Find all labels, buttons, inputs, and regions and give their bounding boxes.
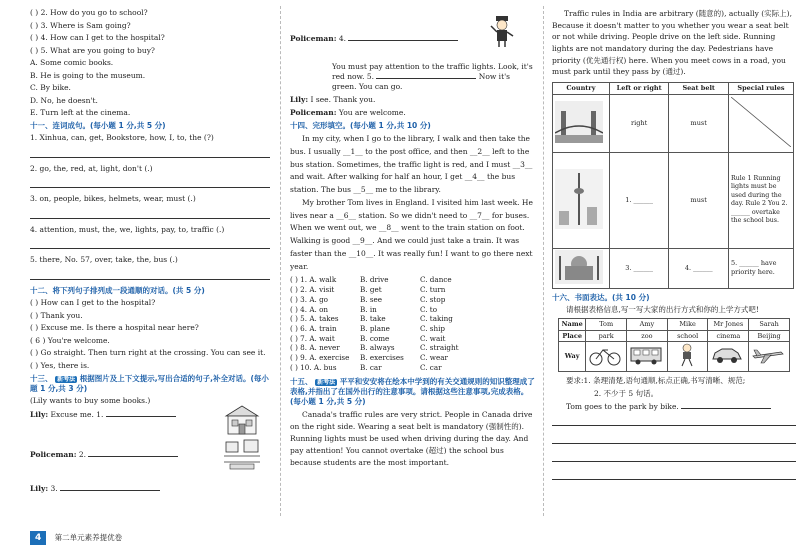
option: B. in <box>360 304 377 314</box>
option: ( ) 6. A. train <box>290 323 337 333</box>
q9-option-d: D. No, he doesn't. <box>30 95 98 105</box>
country-image-cell <box>553 152 610 248</box>
q9-option-b: B. He is going to the museum. <box>30 70 146 80</box>
column-divider <box>280 6 281 516</box>
taj-mahal-image-icon <box>555 250 603 284</box>
option: C. stop <box>420 294 446 304</box>
bus-icon <box>629 344 663 366</box>
column-divider <box>543 6 544 516</box>
s13-intro: (Lily wants to buy some books.) <box>30 396 151 406</box>
bike-icon <box>588 344 622 366</box>
footer-title: 第二单元素养提优卷 <box>54 533 123 542</box>
speaker-lily: Lily: <box>30 410 49 420</box>
answer-blank[interactable] <box>348 40 458 41</box>
requirement-2: 2. 不少于 5 句话。 <box>594 388 659 398</box>
option: B. get <box>360 285 382 295</box>
cell-value: Beijing <box>749 330 790 342</box>
dialogue-text: Excuse me. 1. <box>50 410 104 420</box>
dialogue-line-4 <box>290 34 535 58</box>
writing-start-text: Tom goes to the park by bike. <box>566 401 679 411</box>
dialogue-text: 2. <box>78 450 87 460</box>
cell-value: must <box>669 94 729 152</box>
new-method-tag: 新考法 <box>57 375 76 383</box>
diagonal-slash <box>731 97 791 147</box>
option: C. turn <box>420 285 446 295</box>
cell-value: Tom <box>586 318 627 330</box>
speaker-policeman: Policeman: <box>290 107 337 117</box>
table-header: Left or right <box>609 82 669 94</box>
country-image-cell <box>553 94 610 152</box>
walking-boy-icon <box>670 343 704 367</box>
canada-passage: Canada's traffic rules are very strict. People in Canada drive on the right side. Wearing a seat belt is mandatory (强制性的). Running lights must be used when driving during the day. And pay attention! You cannot overtake (超过) the school bus because students are the most important. <box>290 409 533 467</box>
option: B. exercises <box>360 353 404 363</box>
q9-option-e: E. Turn left at the cinema. <box>30 108 131 118</box>
dialogue-text: 4. <box>338 34 347 43</box>
table-row <box>559 318 790 330</box>
option: B. drive <box>360 275 389 285</box>
option: ( ) 2. A. visit <box>290 285 335 295</box>
cell-value: must <box>669 152 729 248</box>
cell-value: Amy <box>627 318 668 330</box>
bridge-image-icon <box>555 101 603 143</box>
answer-line[interactable] <box>30 207 270 219</box>
country-image-cell <box>553 248 610 288</box>
option: B. see <box>360 294 383 304</box>
s12-item: ( ) Thank you. <box>30 310 83 320</box>
cell-value: school <box>667 330 708 342</box>
section-11-title: 十一、连词成句。(每小题 1 分,共 5 分) <box>30 121 166 131</box>
way-cell <box>749 342 790 372</box>
cell-value: Sarah <box>749 318 790 330</box>
s11-item-2: 2. go, the, red, at, light, don't (.) <box>30 163 153 173</box>
cell-value: right <box>609 94 669 152</box>
way-cell <box>627 342 668 372</box>
writing-start <box>552 402 796 412</box>
bookstore-building-icon <box>222 402 262 436</box>
s12-item: ( ) How can I get to the hospital? <box>30 298 156 308</box>
left-column <box>30 8 270 498</box>
option: ( ) 7. A. wait <box>290 333 335 343</box>
car-icon <box>710 344 744 366</box>
speech-text-end: Now it's green. You can go. <box>332 72 511 92</box>
s16-description: 请根据表格信息,写一写大家的出行方式和你的上学方式吧! <box>566 304 759 314</box>
s15-number: 十五、 <box>290 376 313 386</box>
answer-blank[interactable] <box>60 490 160 491</box>
speaker-lily: Lily: <box>290 95 309 105</box>
option: C. wear <box>420 353 448 363</box>
answer-line[interactable] <box>30 268 270 280</box>
s11-item-3: 3. on, people, bikes, helmets, wear, must (.) <box>30 194 196 204</box>
section-13-title <box>30 374 270 394</box>
empty-cell <box>729 94 794 152</box>
cloze-options <box>290 275 535 372</box>
option: C. dance <box>420 275 452 285</box>
option: ( ) 8. A. never <box>290 343 340 353</box>
option: C. taking <box>420 314 453 324</box>
option: B. always <box>360 343 395 353</box>
cell-value: Mike <box>667 318 708 330</box>
page-footer <box>30 531 270 545</box>
q9-item-2: ( ) 2. How do you go to school? <box>30 8 148 17</box>
s11-item-1: 1. Xinhua, can, get, Bookstore, how, I, to, the (?) <box>30 133 214 143</box>
table-header: Seat belt <box>669 82 729 94</box>
section-14-title: 十四、完形填空。(每小题 1 分,共 10 分) <box>290 121 431 131</box>
way-cell <box>667 342 708 372</box>
section-12-title: 十二、将下列句子排列成一段通顺的对话。(共 5 分) <box>30 285 205 295</box>
table-row <box>553 94 794 152</box>
cell-value: zoo <box>627 330 668 342</box>
option: B. car <box>360 362 382 372</box>
answer-line[interactable] <box>30 176 270 188</box>
s13-number: 十三、 <box>30 373 53 383</box>
q9-item-3: ( ) 3. Where is Sam going? <box>30 20 131 30</box>
answer-line[interactable] <box>30 146 270 158</box>
speaker-policeman: Policeman: <box>30 450 77 460</box>
option: B. come <box>360 333 390 343</box>
s11-item-5: 5. there, No. 57, over, take, the, bus (.) <box>30 255 178 265</box>
speaker-lily: Lily: <box>30 484 49 494</box>
india-passage: Traffic rules in India are arbitrary (随意的), actually (实际上), Because it doesn't matter to you whether you wear a seat belt or not while driving. People drive on the left side. Running lights are not mandatory during the day. Pedestrians have priority (优先通行权) here. When you meet cows in a road, you must park until they pass by (通过). <box>552 9 792 77</box>
option: ( ) 1. A. walk <box>290 275 337 285</box>
option: C. straight <box>420 343 459 353</box>
answer-blank[interactable]: 3. ______ <box>609 248 669 288</box>
writing-line[interactable] <box>552 450 796 462</box>
dialogue-line-6 <box>290 95 535 105</box>
answer-blank[interactable] <box>681 408 771 409</box>
speech-text: You must pay attention to the traffic lights. Look, it's red now. 5. <box>332 62 533 82</box>
dialogue-text: 3. <box>50 484 58 494</box>
traffic-rules-table <box>552 82 794 289</box>
street-map-icon <box>222 436 262 470</box>
s12-item: ( 6 ) You're welcome. <box>30 335 110 345</box>
row-label: Way <box>559 342 586 372</box>
table-row <box>559 330 790 342</box>
cell-value: park <box>586 330 627 342</box>
q9-option-c: C. By bike. <box>30 83 71 93</box>
dialogue-line-2 <box>30 450 270 484</box>
section-16-title: 十六、书面表达。(共 10 分) <box>552 292 650 302</box>
row-label: Place <box>559 330 586 342</box>
table-row <box>559 342 790 372</box>
option: ( ) 5. A. takes <box>290 314 339 324</box>
answer-blank[interactable] <box>88 456 178 457</box>
policeman-speech <box>290 62 535 92</box>
option: C. wait <box>420 333 446 343</box>
page-number: 4 <box>30 531 46 545</box>
table-row <box>553 152 794 248</box>
s15-instructions: 平平和安安将在绘本中学到的有关交通规则的知识整理成了表格,并指出了在国外出行的注意事项。请根据这些注意事项,完成表格。(每小题 1 分,共 5 分) <box>290 376 535 406</box>
dialogue-line-3 <box>30 484 270 498</box>
option: B. plane <box>360 323 390 333</box>
middle-column <box>290 8 535 469</box>
writing-line[interactable] <box>552 432 796 444</box>
s12-item: ( ) Yes, there is. <box>30 360 90 370</box>
right-column <box>552 8 796 486</box>
s11-item-4: 4. attention, must, the, we, lights, pay, to, traffic (.) <box>30 224 225 234</box>
cloze-passage-2: My brother Tom lives in England. I visited him last week. He lives near a __6__ station. So we didn't need to __7__ for buses. When we went out, we __8__ went to the train station on foot. Walking is good __9__. And we could just take a train. It was faster than the __10__. It was really fun! I want to go there next year. <box>290 197 533 271</box>
way-cell <box>586 342 627 372</box>
new-method-tag: 新考法 <box>317 378 336 386</box>
option: C. to <box>420 304 438 314</box>
s12-item: ( ) Excuse me. Is there a hospital near here? <box>30 323 199 333</box>
table-header: Special rules <box>729 82 794 94</box>
option: C. ship <box>420 323 446 333</box>
cell-value: cinema <box>708 330 749 342</box>
row-label: Name <box>559 318 586 330</box>
q9-item-5: ( ) 5. What are you going to buy? <box>30 45 155 55</box>
dialogue-line-7 <box>290 108 535 118</box>
dialogue-text: I see. Thank you. <box>310 95 376 105</box>
cn-tower-image-icon <box>555 169 603 229</box>
special-rules: 5. ______ have priority here. <box>729 248 794 288</box>
s12-item: ( ) Go straight. Then turn right at the crossing. You can see it. <box>30 348 266 358</box>
policeman-icon <box>489 14 515 48</box>
travel-table <box>558 318 790 373</box>
option: ( ) 4. A. on <box>290 304 329 314</box>
answer-blank[interactable]: 4. ______ <box>669 248 729 288</box>
option: B. take <box>360 314 386 324</box>
answer-blank[interactable] <box>106 416 176 417</box>
answer-blank[interactable]: 1. ______ <box>609 152 669 248</box>
cloze-passage-1: In my city, when I go to the library, I walk and then take the bus. I usually __1__ to the post office, and then __2__ left to the bus station. Sometimes, the traffic light is red, and I must __3__ and wait. After walking for half an hour, I get __4__ the bus station. The bus __5__ me to the library. <box>290 134 533 195</box>
option: ( ) 9. A. exercise <box>290 353 350 363</box>
answer-line[interactable] <box>30 237 270 249</box>
dialogue-text: You are welcome. <box>338 107 406 117</box>
answer-blank[interactable] <box>376 78 476 79</box>
q9-option-a: A. Some comic books. <box>30 58 114 68</box>
writing-line[interactable] <box>552 468 796 480</box>
s13-instructions: 根据图片及上下文提示,写出合适的句子,补全对话。(每小题 1 分,共 3 分) <box>30 373 269 393</box>
table-row <box>553 248 794 288</box>
option: C. car <box>420 362 442 372</box>
special-rules: Rule 1 Running lights must be used during the day. Rule 2 You 2. ______ overtake the school bus. <box>729 152 794 248</box>
cell-value: Mr Jones <box>708 318 749 330</box>
way-cell <box>708 342 749 372</box>
speaker-policeman: Policeman: <box>290 34 337 43</box>
q9-item-4: ( ) 4. How can I get to the hospital? <box>30 33 165 43</box>
option: ( ) 3. A. go <box>290 294 329 304</box>
section-15-title <box>290 377 535 407</box>
option: ( ) 10. A. bus <box>290 362 337 372</box>
table-header: Country <box>553 82 610 94</box>
writing-line[interactable] <box>552 414 796 426</box>
plane-icon <box>751 344 785 366</box>
requirement-1: 要求:1. 条理清楚,语句通顺,标点正确,书写清晰、规范; <box>566 376 746 386</box>
